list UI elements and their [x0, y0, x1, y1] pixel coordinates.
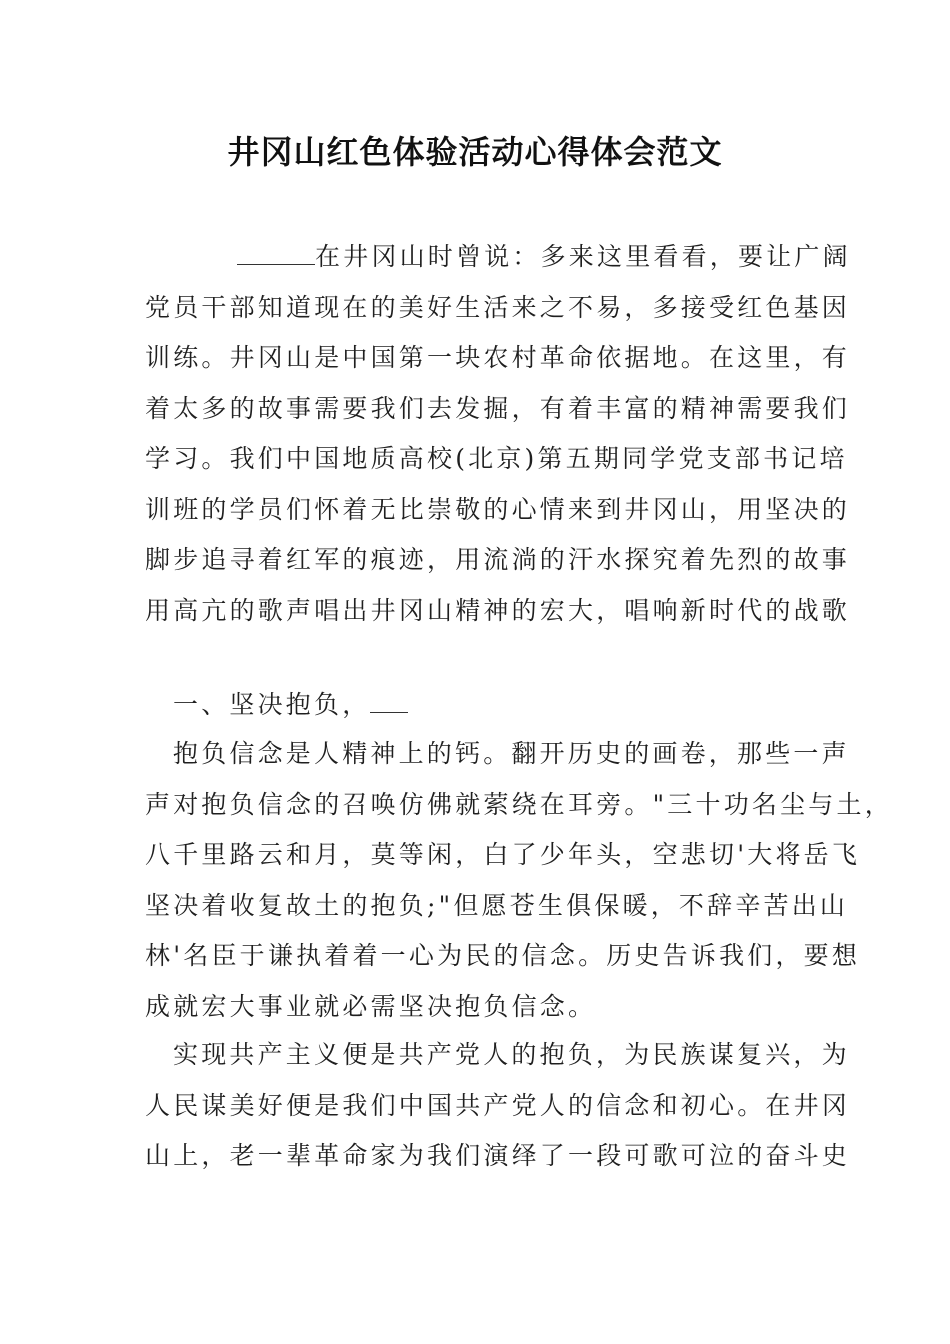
paragraph-line: 坚决着收复故土的抱负;"但愿苍生俱保暖，不辞辛苦出山: [145, 890, 849, 920]
blank-underline: [370, 692, 408, 713]
paragraph-ideals: [145, 729, 893, 1032]
paragraph-line: 林'名臣于谦执着着一心为民的信念。历史告诉我们，要想: [145, 941, 861, 970]
paragraph-line: 人民谋美好便是我们中国共产党人的信念和初心。在井冈: [145, 1090, 851, 1120]
paragraph-communism: [145, 1030, 851, 1182]
paragraph-line: 党员干部知道现在的美好生活来之不易，多接受红色基因: [145, 292, 851, 322]
paragraph-line: 着太多的故事需要我们去发掘，有着丰富的精神需要我们: [145, 393, 851, 423]
paragraph-line: 声对抱负信念的召唤仿佛就萦绕在耳旁。"三十功名尘与土，: [145, 789, 893, 819]
paragraph-line: 实现共产主义便是共产党人的抱负，为民族谋复兴，为: [173, 1040, 850, 1069]
paragraph-line: 脚步追寻着红军的痕迹，用流淌的汗水探究着先烈的故事: [145, 545, 851, 574]
document-title: 井冈山红色体验活动心得体会范文: [227, 133, 723, 171]
paragraph-line: 训班的学员们怀着无比崇敬的心情来到井冈山，用坚决的: [145, 494, 851, 524]
paragraph-line: 用高亢的歌声唱出井冈山精神的宏大，唱响新时代的战歌: [145, 595, 851, 625]
paragraph-line: 成就宏大事业就必需坚决抱负信念。: [145, 991, 597, 1021]
paragraph-line: 学习。我们中国地质高校(北京)第五期同学党支部书记培: [145, 444, 848, 473]
paragraph-line: 八千里路云和月，莫等闲，白了少年头，空悲切'大将岳飞: [145, 840, 861, 869]
paragraph-line: 山上，老一辈革命家为我们演绎了一段可歌可泣的奋斗史: [145, 1141, 851, 1170]
heading-text: 一、坚决抱负，: [173, 690, 371, 719]
blank-underline: [237, 244, 315, 265]
paragraph-line: [145, 232, 851, 283]
heading-line: [145, 680, 810, 731]
paragraph-line: 训练。井冈山是中国第一块农村革命依据地。在这里，有: [145, 343, 851, 372]
paragraph-intro: [145, 232, 851, 636]
line-text: 在井冈山时曾说：多来这里看看，要让广阔: [315, 242, 851, 271]
section-heading: [145, 680, 810, 731]
paragraph-line: 抱负信念是人精神上的钙。翻开历史的画卷，那些一声: [173, 739, 850, 768]
